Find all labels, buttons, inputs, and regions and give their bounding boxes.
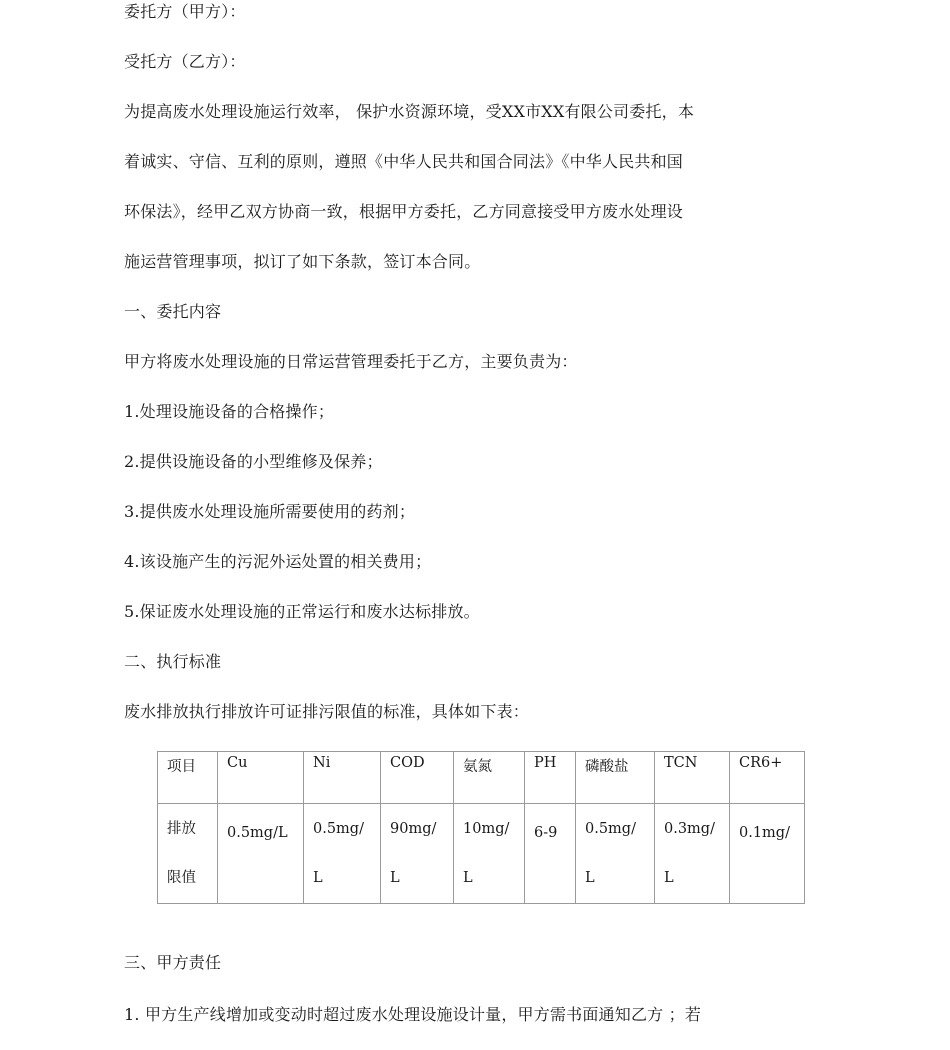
table-row-label: 排放 限值 bbox=[158, 804, 218, 904]
table-cell: 90mg/ L bbox=[381, 804, 454, 904]
party-b-line: 受托方（乙方）： bbox=[124, 52, 246, 71]
table-header-cell: 项目 bbox=[158, 752, 218, 804]
section-3-item-1: 1. 甲方生产线增加或变动时超过废水处理设施设计量，甲方需书面通知乙方 ；若 bbox=[124, 1005, 702, 1024]
list-item-5: 5.保证废水处理设施的正常运行和废水达标排放。 bbox=[124, 602, 480, 621]
section-heading-2: 二、执行标准 bbox=[124, 652, 222, 671]
table-row bbox=[158, 804, 805, 904]
list-item-2: 2.提供设施设备的小型维修及保养； bbox=[124, 452, 383, 471]
section-heading-3: 三、甲方责任 bbox=[124, 953, 222, 972]
table-cell: 0.5mg/ L bbox=[576, 804, 655, 904]
table-header-cell: TCN bbox=[655, 752, 730, 804]
table-cell: 6-9 bbox=[525, 804, 576, 904]
list-item-4: 4.该设施产生的污泥外运处置的相关费用； bbox=[124, 552, 432, 571]
section-1-intro: 甲方将废水处理设施的日常运营管理委托于乙方，主要负责为： bbox=[124, 352, 578, 371]
table-cell: 0.5mg/ L bbox=[304, 804, 381, 904]
table-cell: 0.1mg/ bbox=[730, 804, 805, 904]
intro-line-3: 环保法》，经甲乙双方协商一致，根据甲方委托，乙方同意接受甲方废水处理设 bbox=[124, 202, 684, 221]
table-cell: 0.5mg/L bbox=[218, 804, 304, 904]
table-header-cell: 氨氮 bbox=[454, 752, 525, 804]
table-header-cell: Ni bbox=[304, 752, 381, 804]
table-header-cell: CR6+ bbox=[730, 752, 805, 804]
table-header-cell: COD bbox=[381, 752, 454, 804]
table-cell: 10mg/ L bbox=[454, 804, 525, 904]
list-item-1: 1.处理设施设备的合格操作； bbox=[124, 402, 335, 421]
section-heading-1: 一、委托内容 bbox=[124, 302, 222, 321]
intro-line-2: 着诚实、守信、互利的原则，遵照《中华人民共和国合同法》《中华人民共和国 bbox=[124, 152, 684, 171]
table-header-row bbox=[158, 752, 805, 804]
intro-line-1: 为提高废水处理设施运行效率， 保护水资源环境，受XX市XX有限公司委托，本 bbox=[124, 102, 695, 121]
table-header-cell: PH bbox=[525, 752, 576, 804]
table-header-cell: Cu bbox=[218, 752, 304, 804]
list-item-3: 3.提供废水处理设施所需要使用的药剂； bbox=[124, 502, 416, 521]
party-a-line: 委托方（甲方）： bbox=[124, 2, 246, 21]
discharge-limits-table bbox=[157, 751, 805, 904]
table-header-cell: 磷酸盐 bbox=[576, 752, 655, 804]
table-cell: 0.3mg/ L bbox=[655, 804, 730, 904]
intro-line-4: 施运营管理事项，拟订了如下条款，签订本合同。 bbox=[124, 252, 481, 271]
section-2-intro: 废水排放执行排放许可证排污限值的标准，具体如下表： bbox=[124, 702, 530, 721]
